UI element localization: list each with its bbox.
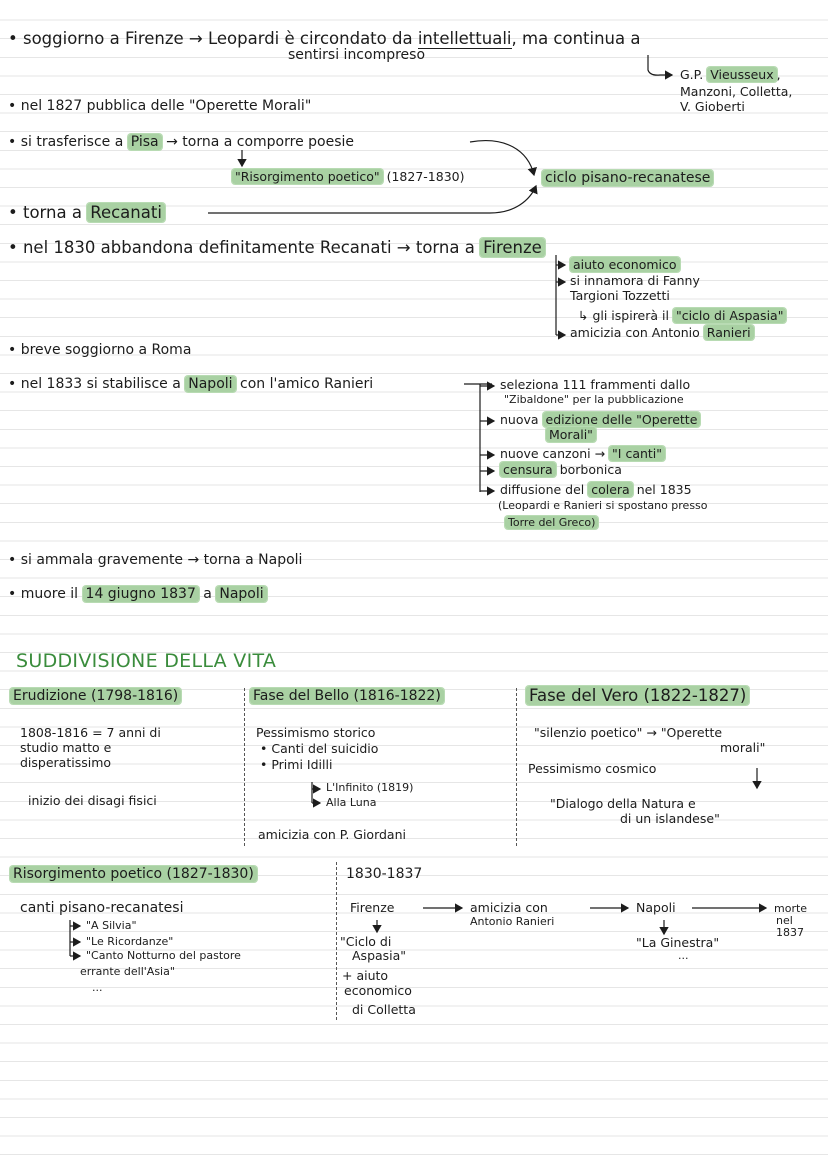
highlighted-text: Fase del Bello (1816-1822) xyxy=(250,688,444,704)
text: nuove canzoni → xyxy=(500,446,610,461)
firenze-sub-aiuto xyxy=(570,258,680,272)
ultimi-aspasia: "Ciclo di xyxy=(340,934,392,949)
bello-line: L'Infinito (1819) xyxy=(326,781,414,794)
highlighted-text: Firenze xyxy=(480,238,545,257)
intellectuals-names xyxy=(680,68,781,82)
text: → torna a comporre poesie xyxy=(161,134,355,150)
risorgimento-line: canti pisano-recanatesi xyxy=(20,900,184,916)
bello-line: Alla Luna xyxy=(326,796,377,809)
highlighted-text: edizione delle "Operette xyxy=(543,412,701,427)
risorgimento-line: "Le Ricordanze" xyxy=(86,935,174,948)
ultimi-ginestra: "La Ginestra" xyxy=(636,935,720,950)
ultimi-ranieri: Antonio Ranieri xyxy=(470,915,555,928)
timeline-item-pisa xyxy=(8,134,354,151)
timeline-item-firenze xyxy=(8,29,640,48)
highlighted-text: 14 giugno 1837 xyxy=(83,586,199,602)
highlighted-text: "I canti" xyxy=(609,446,665,461)
ultimi-morte-anno: 1837 xyxy=(776,926,804,939)
risorgimento-poetico-label xyxy=(232,170,465,184)
text: • torna a xyxy=(8,203,88,222)
highlighted-text: Pisa xyxy=(128,134,162,150)
highlighted-text: Erudizione (1798-1816) xyxy=(10,688,181,704)
napoli-sub-canti xyxy=(500,447,665,461)
bello-line: • Canti del suicidio xyxy=(260,741,379,756)
ultimi-colletta: di Colletta xyxy=(352,1002,416,1017)
text: nuova xyxy=(500,412,543,427)
vero-line: "Dialogo della Natura e xyxy=(550,796,696,811)
underlined-text: intellettuali xyxy=(417,29,512,48)
ultimi-ellipsis: ... xyxy=(678,949,689,962)
highlighted-text: Napoli xyxy=(185,376,235,392)
ultimi-morte-nel: nel xyxy=(776,914,793,927)
highlighted-text: Morali" xyxy=(546,427,596,442)
intellectuals-names-2: Manzoni, Colletta, xyxy=(680,84,793,99)
text: , ma continua a xyxy=(511,29,641,48)
erudizione-line: disperatissimo xyxy=(20,755,112,770)
vero-line: Pessimismo cosmico xyxy=(528,761,657,776)
text: borbonica xyxy=(555,462,622,477)
phase-ultimi-title: 1830-1837 xyxy=(346,866,423,882)
text: amicizia con Antonio xyxy=(570,325,704,340)
text: • nel 1830 abbandona definitamente Recanati → torna a xyxy=(8,238,481,257)
text: con l'amico Ranieri xyxy=(235,376,374,392)
vero-line: di un islandese" xyxy=(620,811,720,826)
text: nel 1835 xyxy=(632,482,692,497)
highlighted-text: "ciclo di Aspasia" xyxy=(673,308,787,323)
risorgimento-line: "Canto Notturno del pastore xyxy=(86,949,241,962)
napoli-sub-operette xyxy=(500,413,700,427)
napoli-sub-colera xyxy=(500,483,692,497)
phase-vero-title xyxy=(526,686,749,705)
risorgimento-line: errante dell'Asia" xyxy=(80,965,175,978)
firenze-sub-ranieri xyxy=(570,326,754,340)
risorgimento-line: "A Silvia" xyxy=(86,919,137,932)
text: G.P. xyxy=(680,67,708,82)
highlighted-text: "Risorgimento poetico" xyxy=(232,169,383,184)
phase-divider xyxy=(516,688,517,846)
napoli-sub-operette-2 xyxy=(546,428,596,442)
ultimi-morte: morte xyxy=(774,902,808,915)
vero-line: "silenzio poetico" → "Operette xyxy=(534,725,723,740)
timeline-item-morte xyxy=(8,586,267,603)
highlighted-text: Recanati xyxy=(87,203,165,222)
bello-line: amicizia con P. Giordani xyxy=(258,827,406,842)
highlighted-text: Napoli xyxy=(216,586,266,602)
phase-risorgimento-title xyxy=(10,866,257,883)
bello-line: • Primi Idilli xyxy=(260,757,333,772)
ultimi-aiuto-2: economico xyxy=(344,983,412,998)
ultimi-aiuto: + aiuto xyxy=(342,968,389,983)
timeline-item-roma: • breve soggiorno a Roma xyxy=(8,342,192,358)
erudizione-line: inizio dei disagi fisici xyxy=(28,793,157,808)
text: • nel 1833 si stabilisce a xyxy=(8,376,186,392)
intellectuals-names-3: V. Gioberti xyxy=(680,99,745,114)
napoli-sub-torre: (Leopardi e Ranieri si spostano presso xyxy=(498,499,708,512)
ultimi-amicizia: amicizia con xyxy=(470,900,548,915)
phase-bello-title xyxy=(250,688,444,705)
highlighted-text: Risorgimento poetico (1827-1830) xyxy=(10,866,257,882)
erudizione-line: studio matto e xyxy=(20,740,112,755)
firenze-sub-aspasia xyxy=(578,309,786,323)
phase-erudizione-title xyxy=(10,688,181,705)
timeline-item-malattia: • si ammala gravemente → torna a Napoli xyxy=(8,552,303,568)
text: diffusione del xyxy=(500,482,589,497)
ultimi-firenze: Firenze xyxy=(350,900,395,915)
ultimi-napoli: Napoli xyxy=(636,900,676,915)
timeline-item-napoli xyxy=(8,376,373,393)
timeline-item-operette: • nel 1827 pubblica delle "Operette Morali" xyxy=(8,98,312,114)
section-title: SUDDIVISIONE DELLA VITA xyxy=(16,650,277,672)
vero-line: morali" xyxy=(720,740,766,755)
erudizione-line: 1808-1816 = 7 anni di xyxy=(20,725,161,740)
text: ↳ gli ispirerà il xyxy=(578,308,673,323)
text: (1827-1830) xyxy=(382,169,465,184)
phase-divider xyxy=(336,862,337,1020)
highlighted-text: Vieusseux xyxy=(707,67,776,82)
timeline-item-firenze-cont: sentirsi incompreso xyxy=(288,47,426,63)
ultimi-aspasia-2: Aspasia" xyxy=(352,948,407,963)
napoli-sub-zibaldone: seleziona 111 frammenti dallo xyxy=(500,377,691,392)
text: • soggiorno a Firenze → Leopardi è circondato da xyxy=(8,29,418,48)
text: a xyxy=(198,586,217,602)
napoli-sub-censura xyxy=(500,463,622,477)
highlighted-text: Fase del Vero (1822-1827) xyxy=(526,686,749,705)
highlighted-text: censura xyxy=(500,462,556,477)
timeline-item-recanati xyxy=(8,203,165,222)
highlighted-text: aiuto economico xyxy=(570,257,680,272)
text: , xyxy=(776,67,781,82)
firenze-sub-fanny-2: Targioni Tozzetti xyxy=(570,288,670,303)
highlighted-text: colera xyxy=(588,482,632,497)
phase-divider xyxy=(244,688,245,846)
bello-line: Pessimismo storico xyxy=(256,725,376,740)
text: • si trasferisce a xyxy=(8,134,128,150)
napoli-sub-torre-2 xyxy=(505,517,598,529)
napoli-sub-zibaldone-2: "Zibaldone" per la pubblicazione xyxy=(504,393,684,406)
timeline-item-1830 xyxy=(8,238,545,257)
text: • muore il xyxy=(8,586,83,602)
highlighted-text: Ranieri xyxy=(704,325,754,340)
highlighted-text: Torre del Greco) xyxy=(505,516,598,529)
ciclo-pisano-label xyxy=(542,170,713,187)
highlighted-text: ciclo pisano-recanatese xyxy=(542,170,713,186)
firenze-sub-fanny: si innamora di Fanny xyxy=(570,273,700,288)
risorgimento-line: ... xyxy=(92,981,103,994)
